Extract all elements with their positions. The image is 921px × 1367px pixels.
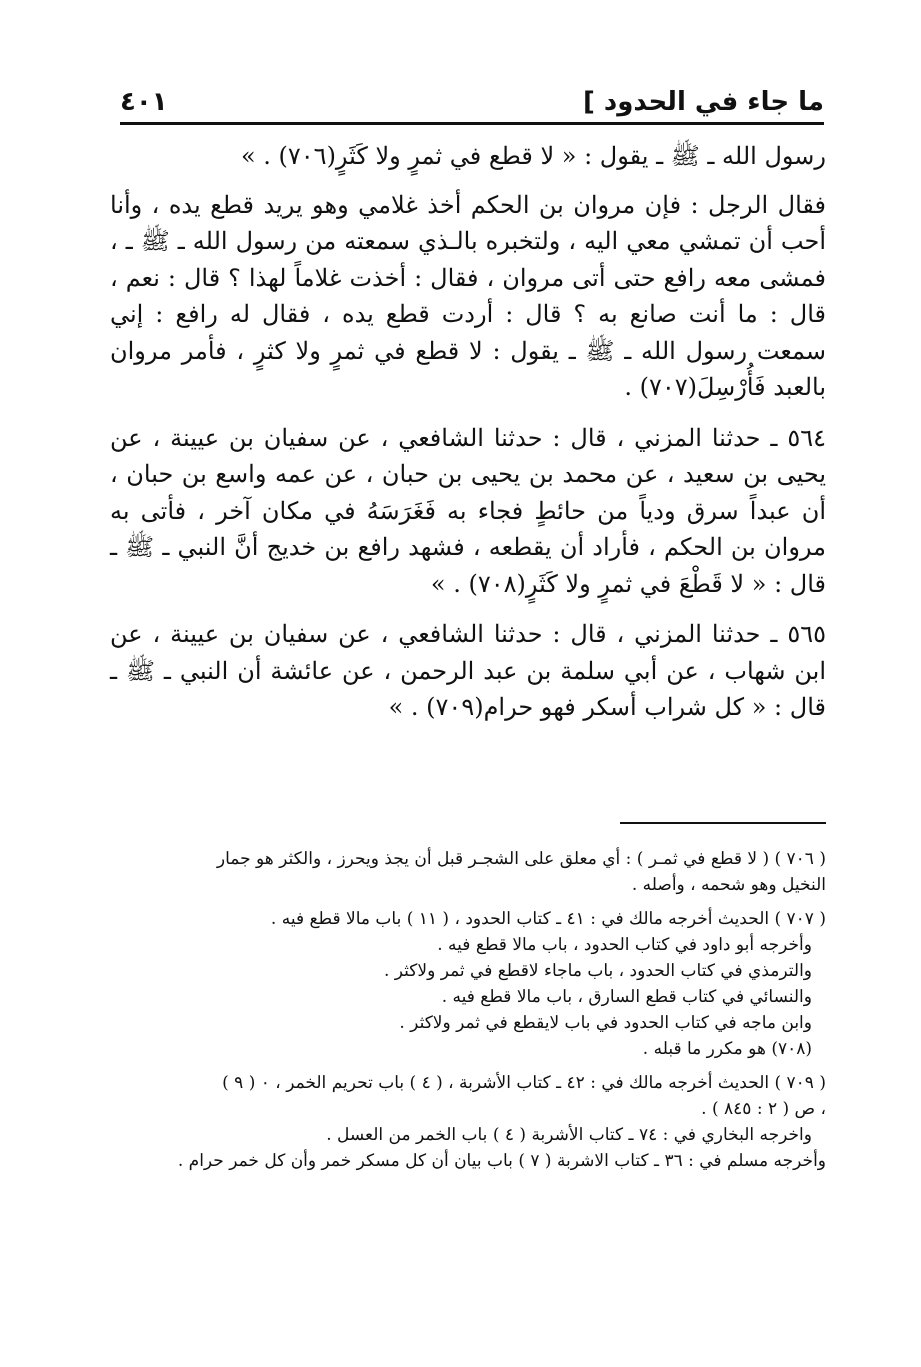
header-rule [120,122,824,125]
footnote-line: وأخرجه أبو داود في كتاب الحدود ، باب مالا قطع فيه . [437,935,812,955]
footnotes [110,846,826,1182]
footnote-line: النخيل وهو شحمه ، وأصله . [631,875,826,895]
footnote-line: ( ٧٠٧ ) الحديث أخرجه مالك في : ٤١ ـ كتاب الحدود ، ( ١١ ) باب مالا قطع فيه . [270,909,826,929]
page-number: ٤٠١ [120,87,168,117]
footnote-line: ( ٧٠٩ ) الحديث أخرجه مالك في : ٤٢ ـ كتاب الأشربة ، ( ٤ ) باب تحريم الخمر ، ٠ ( ٩ ) [222,1073,826,1093]
footnote-708: (٧٠٨) هو مكرر ما قبله . [642,1039,812,1059]
paragraph-1: رسول الله ـ ﷺ ـ يقول : « لا قطع في ثمرٍ ولا كَثَرٍ(٧٠٦) . » [240,142,826,170]
footnote-line: وابن ماجه في كتاب الحدود في باب لايقطع في ثمر ولاكثر . [399,1013,812,1033]
footnote-line: والنسائي في كتاب قطع السارق ، باب مالا قطع فيه . [441,987,812,1007]
footnote-706 [110,846,826,898]
footnote-707 [110,906,826,1062]
paragraph-2: فقال الرجل : فإن مروان بن الحكم أخذ غلامي وهو يريد قطع يده ، وأنا أحب أن تمشي معي اليه ، ولتخبره بالـذي سمعته من رسول الله ـ ﷺ ـ ، فمشى معه رافع حتى أتى مروان ، فقال : أخذت غلاماً لهذا ؟ قال : نعم ، قال : ما أنت صانع به ؟ قال : أردت قطع يده ، فقال له رافع : إني سمعت رسول الله ـ ﷺ ـ يقول : لا قطع في ثمرٍ ولا كثرٍ ، فأمر مروان بالعبد فَأُرْسِلَ(٧٠٧) . [110,190,826,401]
main-text [110,138,826,740]
page-header [120,82,824,122]
footnote-line: ( ٧٠٦ ) ( لا قطع في ثمـر ) : أي معلق على الشجـر قبل أن يجذ ويحرز ، والكثر هو جمار [216,849,826,869]
footnote-line: والترمذي في كتاب الحدود ، باب ماجاء لاقطع في ثمر ولاكثر . [383,961,812,981]
footnote-separator [620,822,826,824]
footnote-709 [110,1070,826,1174]
hadith-564: ٥٦٤ ـ حدثنا المزني ، قال : حدثنا الشافعي ، عن سفيان بن عيينة ، عن يحيى بن سعيد ، عن محمد بن يحيى بن حبان ، عن عمه واسع بن حبان ، أن عبداً سرق ودياً من حائطٍ فجاء به فَغَرَسَهُ في مكان آخر ، فأتى به مروان بن الحكم ، فأراد أن يقطعه ، فشهد رافع بن خديج أنَّ النبي ـ ﷺ ـ قال : « لا قَطْعَ في ثمرٍ ولا كَثَرٍ(٧٠٨) . » [110,423,827,598]
footnote-line: ، ص ( ٢ : ٨٤٥ ) . [701,1099,826,1119]
footnote-line: واخرجه البخاري في : ٧٤ ـ كتاب الأشربة ( ٤ ) باب الخمر من العسل . [326,1125,812,1145]
footnote-line: وأخرجه مسلم في : ٣٦ ـ كتاب الاشربة ( ٧ ) باب بيان أن كل مسكر خمر وأن كل خمر حرام . [177,1151,826,1171]
running-title: ما جاء في الحدود ] [582,87,824,117]
hadith-565: ٥٦٥ ـ حدثنا المزني ، قال : حدثنا الشافعي ، عن سفيان بن عيينة ، عن ابن شهاب ، عن أبي سلمة بن عبد الرحمن ، عن عائشة أن النبي ـ ﷺ ـ قال : « كل شراب أسكر فهو حرام(٧٠٩) . » [110,620,827,721]
